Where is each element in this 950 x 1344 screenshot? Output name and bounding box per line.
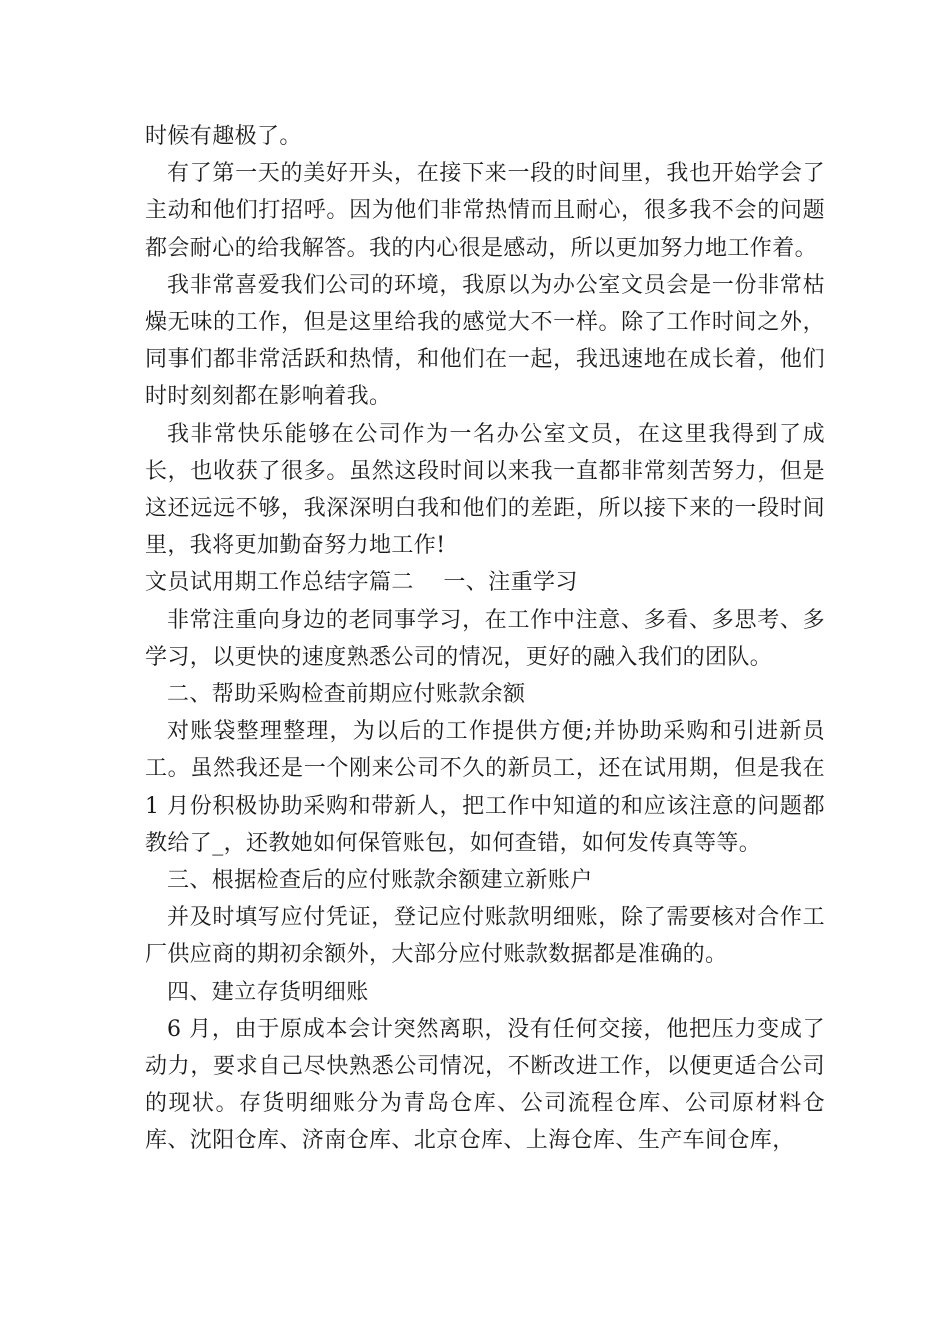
document-body <box>145 118 825 1160</box>
paragraph-vouchers: 并及时填写应付凭证，登记应付账款明细账，除了需要核对合作工厂供应商的期初余额外，大部分应付账款数据都是准确的。 <box>145 905 825 968</box>
paragraph-learning: 非常注重向身边的老同事学习，在工作中注意、多看、多思考、多学习，以更快的速度熟悉公司的情况，更好的融入我们的团队。 <box>145 607 825 670</box>
subheading-inventory-ledger: 四、建立存货明细账 <box>167 979 369 1005</box>
section-heading-part-two: 文员试用期工作总结字篇二 一、注重学习 <box>145 570 578 596</box>
subheading-accounts-payable-check: 二、帮助采购检查前期应付账款余额 <box>167 682 526 708</box>
paragraph-continuation: 时候有趣极了。 <box>145 124 302 149</box>
paragraph-first-day: 有了第一天的美好开头，在接下来一段的时间里，我也开始学会了主动和他们打招呼。因为他们非常热情而且耐心，很多我不会的问题都会耐心的给我解答。我的内心很是感动，所以更加努力地工作着。 <box>145 161 825 261</box>
paragraph-accounts-organizing: 对账袋整理整理，为以后的工作提供方便;并协助采购和引进新员工。虽然我还是一个刚来公司不久的新员工，还在试用期，但是我在 1 月份积极协助采购和带新人，把工作中知道的和应该注意的问题都教给了_，还教她如何保管账包，如何查错，如何发传真等等。 <box>145 719 825 856</box>
paragraph-company-environment: 我非常喜爱我们公司的环境，我原以为办公室文员会是一份非常枯燥无味的工作，但是这里给我的感觉大不一样。除了工作时间之外，同事们都非常活跃和热情，和他们在一起，我迅速地在成长着，他们时时刻刻都在影响着我。 <box>145 272 825 410</box>
paragraph-growth: 我非常快乐能够在公司作为一名办公室文员，在这里我得到了成长，也收获了很多。虽然这段时间以来我一直都非常刻苦努力，但是这还远远不够，我深深明白我和他们的差距，所以接下来的一段时间里，我将更加勤奋努力地工作! <box>145 421 825 559</box>
paragraph-inventory: 6 月，由于原成本会计突然离职，没有任何交接，他把压力变成了动力，要求自己尽快熟悉公司情况，不断改进工作，以便更适合公司的现状。存货明细账分为青岛仓库、公司流程仓库、公司原材料仓库、沈阳仓库、济南仓库、北京仓库、上海仓库、生产车间仓库， <box>145 1016 825 1154</box>
subheading-new-accounts: 三、根据检查后的应付账款余额建立新账户 <box>167 868 593 894</box>
